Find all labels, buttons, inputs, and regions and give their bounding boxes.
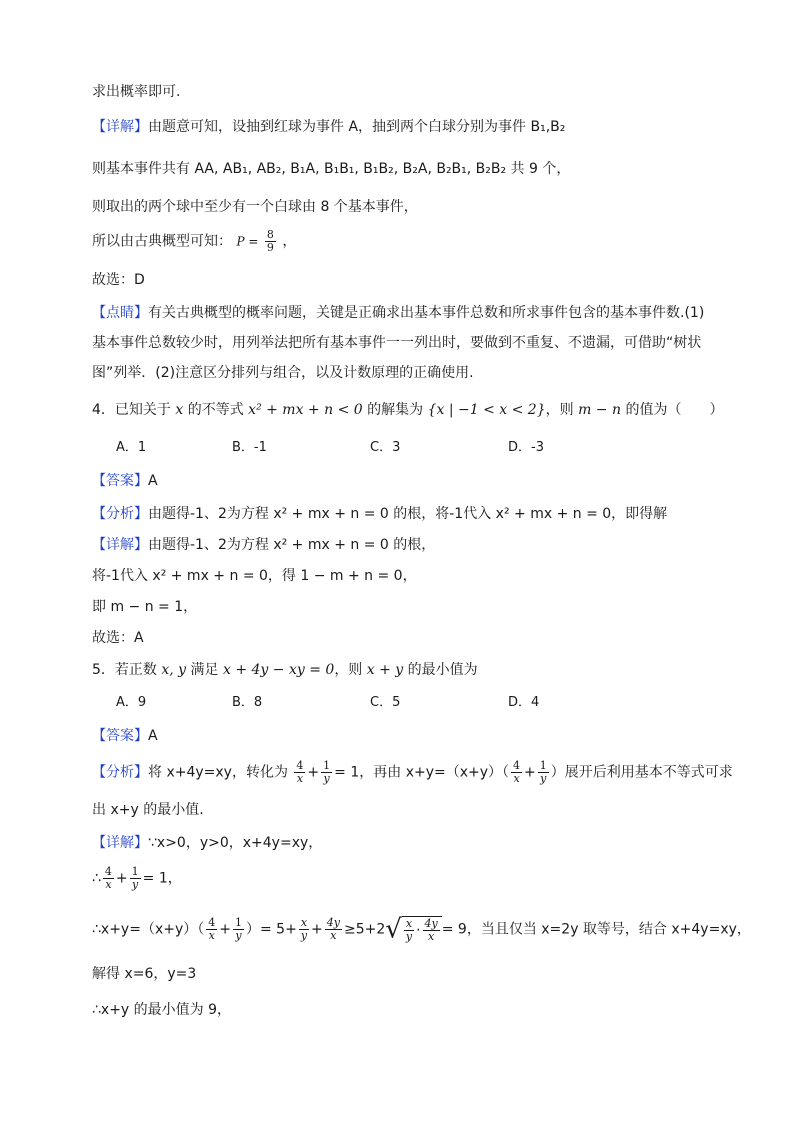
- fraction-4y-over-x: [325, 917, 342, 942]
- num: 4: [513, 759, 521, 772]
- num: 1: [323, 759, 331, 772]
- comment-line: [92, 303, 734, 323]
- num: 4y: [424, 917, 438, 930]
- q5-d3-mid1: ）= 5+: [245, 921, 297, 938]
- radicand: $\frac{x}{y}$ · $\frac{4y}{x}$: [402, 916, 442, 943]
- q4-detail-3: 即 m − n = 1，: [92, 599, 198, 615]
- q4-answer-line: [92, 471, 734, 491]
- question-5-stem: [92, 660, 734, 680]
- q5-option-d[interactable]: D．4: [508, 695, 540, 710]
- den: x: [296, 772, 304, 785]
- q4-stem-mid3: ，则: [545, 402, 579, 418]
- den: x: [208, 929, 215, 942]
- fraction-1-over-y: [233, 917, 244, 942]
- q5-expression: x + y: [366, 662, 404, 678]
- fraction-1-over-y: [538, 760, 549, 785]
- q4-detail-line: [92, 535, 734, 555]
- comment-text: 有关古典概型的概率问题，关键是正确求出基本事件总数和所求事件包含的基本事件数.(1): [148, 305, 705, 321]
- comment-tag: 【点睛】: [92, 305, 148, 321]
- question-4-stem: [92, 400, 734, 420]
- q5-detail-tag: 【详解】: [92, 835, 148, 851]
- probability-line: [92, 229, 734, 254]
- den: y: [540, 772, 547, 785]
- q4-detail-tag: 【详解】: [92, 537, 148, 553]
- q5-option-b[interactable]: B．8: [232, 695, 263, 710]
- q5-analysis-post: ）展开后利用基本不等式可求: [550, 764, 733, 781]
- q4-option-c[interactable]: C．3: [370, 440, 401, 455]
- q5-analysis-tag: 【分析】: [92, 764, 148, 781]
- q4-detail-2: 将-1代入 x² + mx + n = 0，得 1 − m + n = 0，: [92, 568, 417, 584]
- q4-stem-end: 的值为（ ）: [621, 402, 724, 418]
- q4-solution-set: {x | −1 < x < 2}: [427, 402, 546, 418]
- q4-inequality: x² + mx + n < 0: [248, 402, 363, 418]
- num: x: [300, 916, 308, 929]
- q4-stem-mid: 的不等式: [183, 402, 249, 418]
- q4-answer-tag: 【答案】: [92, 473, 148, 489]
- fraction-denominator: 9: [266, 241, 274, 254]
- q4-analysis-line: [92, 504, 734, 524]
- radical-sign: √: [385, 914, 402, 945]
- den: x: [105, 878, 112, 891]
- fraction-4-over-x: [294, 760, 305, 785]
- q5-stem-mid2: ，则: [334, 662, 367, 678]
- probability-text: 所以由古典概型可知：: [92, 233, 232, 250]
- q5-d3-end: = 9，当且仅当 x=2y 取等号，结合 x+4y=xy，: [441, 921, 751, 938]
- q5-analysis-pre: 将 x+4y=xy，转化为: [148, 764, 288, 781]
- probability-symbol: P =: [236, 234, 259, 249]
- q4-option-d[interactable]: D．-3: [508, 440, 544, 455]
- num: x: [405, 917, 413, 930]
- den: y: [405, 930, 413, 943]
- q5-answer-tag: 【答案】: [92, 728, 148, 744]
- basic-events-line: 则基本事件共有 AA, AB₁, AB₂, B₁A, B₁B₁, B₁B₂, B₂A, B₂B₁, B₂B₂ 共 9 个，: [92, 161, 571, 177]
- q4-expression: m − n: [578, 402, 621, 418]
- q4-var: x: [175, 402, 184, 418]
- q5-stem-end: 的最小值为: [403, 662, 478, 678]
- detail-text: 由题意可知，设抽到红球为事件 A，抽到两个白球分别为事件 B₁,B₂: [148, 119, 566, 135]
- q5-answer-line: [92, 726, 734, 746]
- num: 4: [208, 916, 216, 929]
- q5-d3-mid2: ≥5+2: [343, 921, 386, 938]
- den: y: [132, 878, 139, 891]
- q4-option-a[interactable]: A．1: [116, 440, 147, 455]
- fraction-4-over-x: [511, 760, 522, 785]
- num: 1: [539, 759, 547, 772]
- q4-analysis-tag: 【分析】: [92, 506, 148, 522]
- q5-d3-pre: ∴x+y=（x+y）（: [92, 921, 205, 938]
- q5-vars: x, y: [161, 662, 187, 678]
- probability-fraction: [265, 229, 276, 254]
- detail-tag: 【详解】: [92, 119, 148, 135]
- q5-d2-eq: = 1，: [142, 870, 182, 887]
- q4-stem-mid2: 的解集为: [362, 402, 428, 418]
- num: 1: [234, 916, 242, 929]
- detail-line: [92, 117, 734, 137]
- q4-detail-4: 故选：A: [92, 630, 144, 646]
- q4-stem-pre: 4．已知关于: [92, 402, 176, 418]
- q5-analysis-line: 【分析】将 x+4y=xy，转化为 $\frac{4}{x}$ + $\frac{1}{y}$ = 1，再由 x+y=（x+y）（ $\frac{4}{x}$ + $\frac{1}{y}$ ）展开后利用基本不等式可求: [92, 759, 733, 785]
- q4-analysis: 由题得-1、2为方程 x² + mx + n = 0 的根，将-1代入 x² + mx + n = 0，即得解: [148, 506, 668, 522]
- q5-analysis-eq: = 1: [334, 764, 360, 781]
- den: y: [300, 929, 308, 942]
- num: 4: [104, 865, 112, 878]
- q4-answer: A: [148, 473, 158, 489]
- white-ball-line: 则取出的两个球中至少有一个白球由 8 个基本事件，: [92, 199, 418, 215]
- num: 1: [131, 865, 139, 878]
- choice-line: 故选：D: [92, 272, 145, 288]
- q5-analysis-mid: ，再由 x+y=（x+y）（: [359, 764, 510, 781]
- text-line-conclusion: 求出概率即可.: [92, 84, 181, 100]
- probability-end: ，: [282, 233, 297, 250]
- fraction-4y-over-x: [423, 918, 440, 943]
- q4-option-b[interactable]: B．-1: [232, 440, 267, 455]
- num: 4y: [326, 916, 340, 929]
- fraction-4-over-x: [206, 917, 217, 942]
- fraction-x-over-y: [404, 918, 414, 943]
- q5-equation: x + 4y − xy = 0: [222, 662, 335, 678]
- fraction-numerator: 8: [266, 228, 274, 241]
- q5-answer: A: [148, 728, 158, 744]
- q5-option-c[interactable]: C．5: [370, 695, 401, 710]
- q5-analysis-2: 出 x+y 的最小值.: [92, 802, 204, 818]
- q5-d2-pre: ∴: [92, 870, 101, 887]
- den: y: [235, 929, 242, 942]
- num: 4: [296, 759, 304, 772]
- q5-detail-line: [92, 833, 734, 853]
- comment-line-3: 图”列举．(2)注意区分排列与组合，以及计数原理的正确使用.: [92, 365, 474, 381]
- den: x: [330, 929, 337, 942]
- q5-stem-pre: 5．若正数: [92, 662, 162, 678]
- q5-detail-2: ∴ $\frac{4}{x}$ + $\frac{1}{y}$ = 1，: [92, 865, 182, 891]
- fraction-4-over-x: [103, 866, 114, 891]
- fraction-1-over-y: [321, 760, 332, 785]
- q4-detail-1: 由题得-1、2为方程 x² + mx + n = 0 的根，: [148, 537, 436, 553]
- square-root: [385, 916, 441, 943]
- q5-stem-mid: 满足: [186, 662, 223, 678]
- fraction-1-over-y: [130, 866, 141, 891]
- q5-option-a[interactable]: A．9: [116, 695, 147, 710]
- q5-detail-4: 解得 x=6，y=3: [92, 966, 197, 982]
- den: x: [513, 772, 520, 785]
- comment-line-2: 基本事件总数较少时，用列举法把所有基本事件一一列出时，要做到不重复、不遗漏，可借助“树状: [92, 335, 702, 351]
- q5-detail-5: ∴x+y 的最小值为 9，: [92, 1002, 232, 1018]
- q5-detail-1: ∵x>0，y>0，x+4y=xy，: [148, 835, 323, 851]
- den: x: [428, 930, 435, 943]
- den: y: [323, 772, 330, 785]
- fraction-x-over-y: [299, 917, 309, 942]
- q5-detail-3: ∴x+y=（x+y）（ $\frac{4}{x}$ + $\frac{1}{y}$ ）= 5+ $\frac{x}{y}$ + $\frac{4y}{x}$ ≥5+2√ $\frac{x}{y}$ · $\frac{4y}{x}$ = 9，当且仅当 x=2y 取等号，结合 x+4y=xy，: [92, 914, 751, 945]
